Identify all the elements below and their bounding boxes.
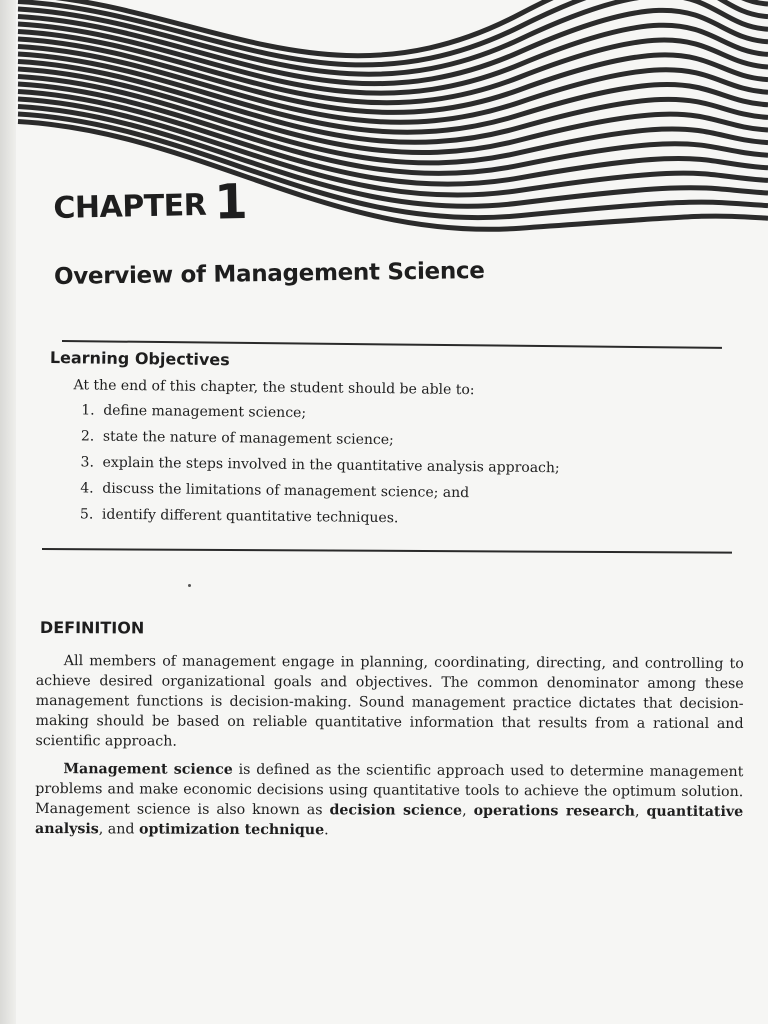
objective-item: 4. discuss the limitations of management science; and	[80, 480, 470, 502]
objectives-bottom-rule	[42, 548, 732, 554]
objective-item: 5. identify different quantitative techniques.	[79, 506, 399, 527]
objectives-intro: At the end of this chapter, the student should be able to:	[73, 377, 475, 399]
paper-speck	[188, 584, 191, 587]
term-optimization-technique: optimization technique	[138, 821, 325, 839]
objectives-list	[48, 397, 740, 535]
definition-paragraph-2: Management science is defined as the scientific approach used to determine management problems and make economic decisions using quantitative tools to achieve the optimum solution. Management science is also known as decision science, operations research, quantitative analysis, and optimization technique.	[35, 761, 744, 839]
chapter-heading	[53, 174, 248, 234]
term-quantitative-analysis: quantitative analysis	[35, 803, 744, 838]
definition-paragraph-1: All members of management engage in planning, coordinating, directing, and controlling to achieve desired organizational goals and objectives. The common denominator among these management functions is decision-making. Sound management practice dictates that decision-making should be based on reliable quantitative information that results from a rational and scientific approach.	[35, 653, 744, 750]
chapter-title: Overview of Management Science	[53, 257, 485, 290]
objective-item: 2. state the nature of management science;	[80, 428, 394, 449]
term-decision-science: decision science	[329, 802, 463, 819]
chapter-number: 1	[213, 173, 249, 231]
objectives-top-rule	[62, 340, 722, 349]
objective-item: 1. define management science;	[81, 402, 307, 422]
objectives-heading: Learning Objectives	[49, 348, 230, 370]
objective-item: 3. explain the steps involved in the quantitative analysis approach;	[80, 454, 560, 477]
chapter-label: CHAPTER	[53, 187, 207, 227]
term-operations-research: operations research	[473, 802, 636, 820]
definition-section	[35, 618, 744, 850]
term-management-science: Management science	[63, 761, 233, 778]
learning-objectives-section	[48, 348, 740, 535]
definition-heading: DEFINITION	[39, 618, 145, 638]
